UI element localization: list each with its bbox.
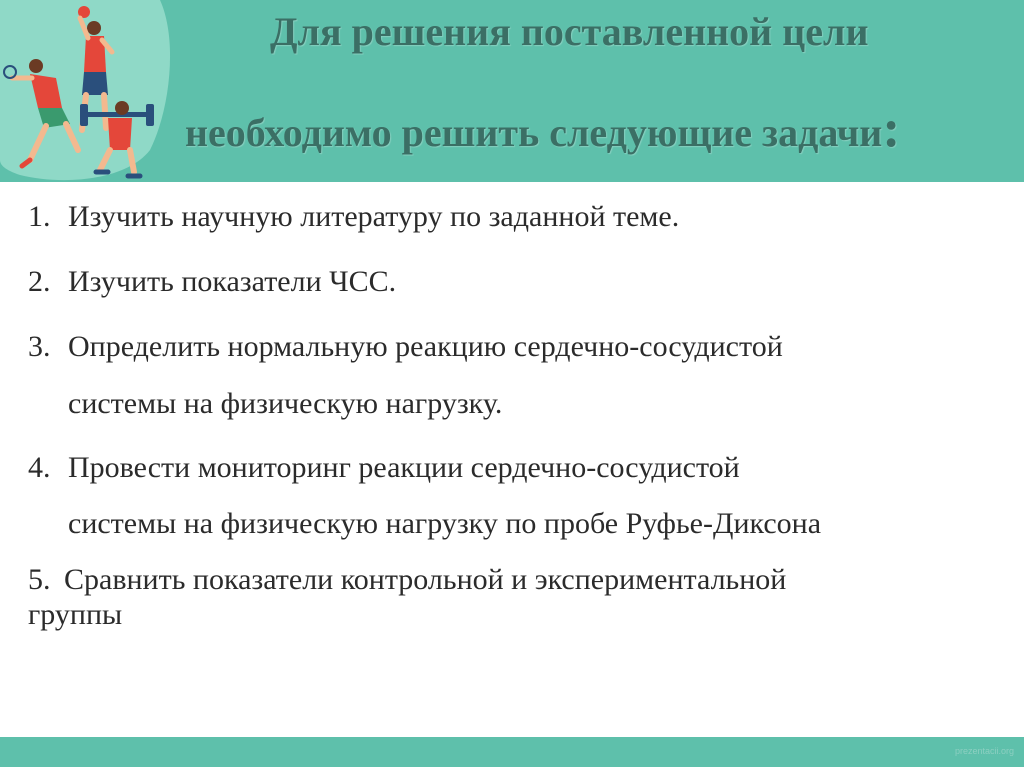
footer-band bbox=[0, 737, 1024, 767]
task-text: системы на физическую нагрузку. bbox=[68, 387, 503, 420]
task-text: Определить нормальную реакцию сердечно-сосудистой bbox=[68, 330, 783, 363]
task-text: группы bbox=[28, 598, 123, 631]
task-number: 4. bbox=[28, 451, 51, 484]
task-text: Сравнить показатели контрольной и экспериментальной bbox=[64, 563, 787, 596]
task-text: Провести мониторинг реакции сердечно-сосудистой bbox=[68, 451, 740, 484]
task-number: 2. bbox=[28, 265, 51, 298]
page-title-colon: : bbox=[882, 98, 901, 158]
task-number: 3. bbox=[28, 330, 51, 363]
page-title-line-2-text: необходимо решить следующие задачи bbox=[185, 110, 883, 155]
footer-watermark: prezentacii.org bbox=[954, 746, 1014, 756]
task-text: Изучить показатели ЧСС. bbox=[68, 265, 397, 298]
task-number: 5. bbox=[28, 563, 51, 596]
task-text: системы на физическую нагрузку по пробе Руфье-Диксона bbox=[68, 507, 822, 540]
page-title-line-1: Для решения поставленной цели bbox=[270, 9, 869, 54]
task-text: Изучить научную литературу по заданной теме. bbox=[68, 200, 680, 233]
task-number: 1. bbox=[28, 200, 51, 233]
